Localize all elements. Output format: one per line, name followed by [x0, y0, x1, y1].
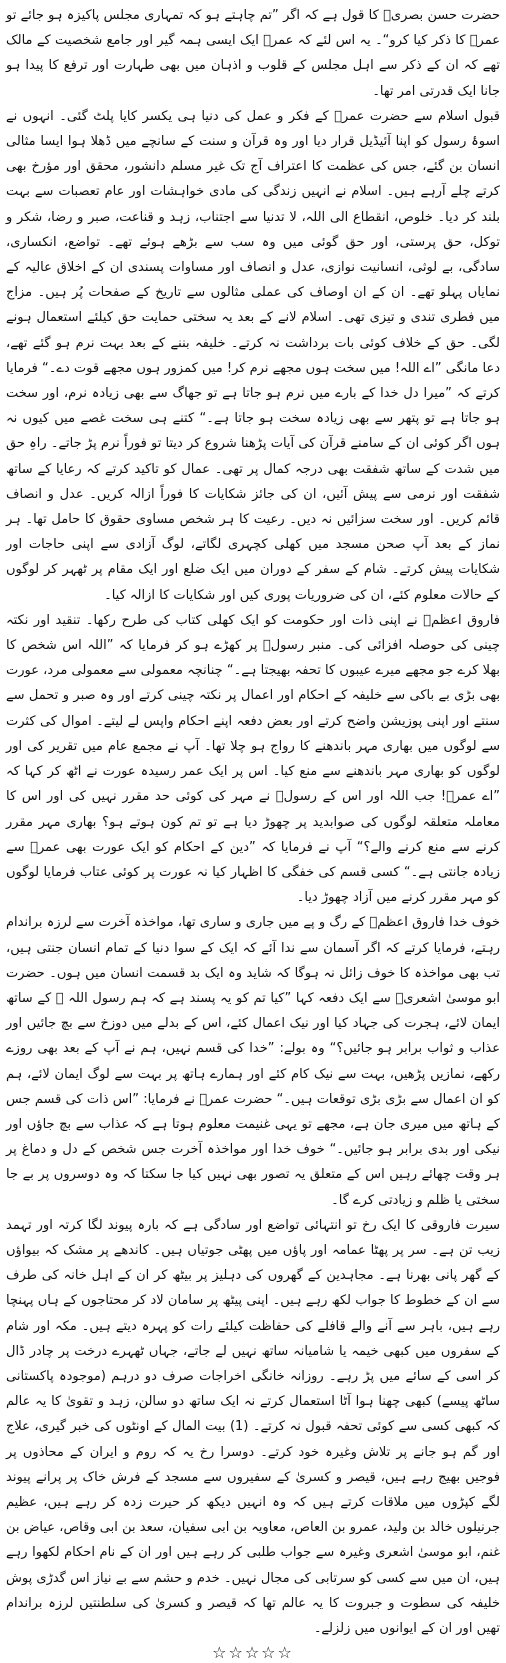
- paragraph-open-accountability: فاروق اعظمؓ نے اپنی ذات اور حکومت کو ایک کھلی کتاب کی طرح رکھا۔ تنقید اور نکتہ چینی کی حوصلہ افزائی کی۔ منبر رسولؐ پر کھڑے ہو کر فرمایا کہ ”اللہ اس شخص کا بھلا کرے جو مجھے میرے عیبوں کا تحفہ بھیجتا ہے۔“ چنانچہ معمولی سے معمولی مرد، عورت بھی بڑی بے باکی سے خلیفہ کے احکام اور اعمال پر نکتہ چینی کرتے اور وہ صبر و تحمل سے سنتے اور اپنی پوزیشن واضح کرتے اور بعض دفعہ اپنے احکام واپس لے لیتے۔ اموال کی کثرت سے لوگوں میں بھاری مہر باندھنے کا رواج ہو چلا تھا۔ آپ نے مجمع عام میں تقریر کی اور لوگوں کو بھاری مہر باندھنے سے منع کیا۔ اس پر ایک عمر رسیدہ عورت نے اٹھ کر کہا کہ ”اے عمرؓ! جب اللہ اور اس کے رسولؐ نے مہر کی کوئی حد مقرر نہیں کی اور اس کا معاملہ متعلقہ لوگوں کی صوابدید پر چھوڑ دیا ہے تو تم کون ہوتے ہو؟ بھاری مہر مقرر کرنے سے منع کرنے والے؟“ آپ نے فرمایا کہ ”دین کے احکام کو ایک عورت بھی عمرؓ سے زیادہ جانتی ہے۔“ کسی قسم کی خفگی کا اظہار کیا نہ عورت پر کوئی عتاب فرمایا لوگوں کو مہر مقرر کرنے میں آزاد چھوڑ دیا۔: [6, 612, 500, 906]
- paragraph-character-after-islam: قبول اسلام سے حضرت عمرؓ کے فکر و عمل کی دنیا ہی یکسر کایا پلٹ گئی۔ انہوں نے اسوۂ رسول کو اپنا آئیڈیل قرار دیا اور وہ قرآن و سنت کے سانچے میں ڈھلا ہوا ایسا مثالی انسان بن گئے، جس کی عظمت کا اعتراف آج تک غیر مسلم دانشور، محقق اور مؤرخ بھی کرتے چلے آرہے ہیں۔ اسلام نے انہیں زندگی کی مادی خواہشات اور عام تعصبات سے بہت بلند کر دیا۔ خلوص، انقطاع الی اللہ، لا تدنیا سے اجتناب، زہد و قناعت، صبر و رضا، شکر و توکل، حق پرستی، اور حق گوئی میں وہ سب سے بڑھے ہوئے تھے۔ تواضع، انکساری، سادگی، بے لوثی، انسانیت نوازی، عدل و انصاف اور مساوات پسندی ان کے اخلاق عالیہ کے نمایاں پہلو تھے۔ ان کے ان اوصاف کی عملی مثالوں سے تاریخ کے صفحات پُر ہیں۔ مزاج میں فطری تندی و تیزی تھی۔ اسلام لانے کے بعد یہ سختی حمایت حق کیلئے استعمال ہونے لگی۔ حق کے خلاف کوئی بات برداشت نہ کرتے۔ خلیفہ بننے کے بعد بہت نرم ہو گئے تھے، دعا مانگی ”اے اللہ! میں سخت ہوں مجھے نرم کر! میں کمزور ہوں مجھے قوت دے۔“ فرمایا کرتے کہ ”میرا دل خدا کے بارے میں نرم ہو جاتا ہے تو جھاگ سے بھی زیادہ نرم، اور سخت ہو جاتا ہے تو پتھر سے بھی زیادہ سخت ہو جاتا ہے۔“ کتنے ہی سخت غصے میں کیوں نہ ہوں اگر کوئی ان کے سامنے قرآن کی آیات پڑھنا شروع کر دیتا تو فوراً نرم پڑ جاتے۔ راہِ حق میں شدت کے ساتھ شفقت بھی درجہ کمال پر تھی۔ عمال کو تاکید کرتے کہ رعایا کے ساتھ شفقت اور نرمی سے پیش آئیں، ان کی جائز شکایات کا فوراً ازالہ کریں۔ عدل و انصاف قائم کریں۔ اور سخت سزائیں نہ دیں۔ رعیت کا ہر شخص مساوی حقوق کا حامل تھا۔ ہر نماز کے بعد آپ صحن مسجد میں کھلی کچہری لگاتے، لوگ آزادی سے اپنی حاجات اور شکایات پیش کرتے۔ شام کے سفر کے دوران میں ایک ضلع اور ایک مقام پر ٹھہر کر لوگوں کے حالات معلوم کئے، ان کی ضروریات پوری کیں اور شکایات کا ازالہ کیا۔: [6, 108, 500, 603]
- star-divider: ☆☆☆☆☆: [212, 1643, 294, 1663]
- paragraph-hasan-basri-quote: حضرت حسن بصریؒ کا قول ہے کہ اگر ”تم چاہتے ہو کہ تمہاری مجلس پاکیزہ ہو جائے تو عمرؓ کا ذکر کیا کرو“۔ یہ اس لئے کہ عمرؓ ایک ایسی ہمہ گیر اور جامع شخصیت کے مالک تھے کہ ان کے ذکر سے اہل مجلس کے قلوب و اذہان میں بھی طہارت اور ترفع کا پیدا ہو جانا ایک قدرتی امر تھا۔: [6, 8, 500, 99]
- paragraph-fear-of-god: خوف خدا فاروق اعظمؓ کے رگ و پے میں جاری و ساری تھا، مواخذہ آخرت سے لرزہ براندام رہتے، فرمایا کرتے کہ اگر آسمان سے ندا آئے کہ ایک کے سوا دنیا کے تمام انسان جنتی ہیں، تب بھی مواخذہ کا خوف زائل نہ ہوگا کہ شاید وہ ایک بد قسمت انسان میں ہوں۔ حضرت ابو موسیٰ اشعریؓ سے ایک دفعہ کہا ”کیا تم کو یہ پسند ہے کہ ہم رسول اللہ ﷺ کے ساتھ ایمان لائے، ہجرت کی جہاد کیا اور نیک اعمال کئے، اس کے بدلے میں دوزخ سے بچ جائیں اور عذاب و ثواب برابر ہو جائیں؟“ وہ بولے: ”خدا کی قسم نہیں، ہم نے آپ کے بعد بھی روزے رکھے، نمازیں پڑھیں، بہت سے نیک کام کئے اور ہمارے ہاتھ پر بہت سے لوگ ایمان لائے، ہم کو ان اعمال سے بڑی بڑی توقعات ہیں۔“ حضرت عمرؓ نے فرمایا: ”اس ذات کی قسم جس کے ہاتھ میں میری جان ہے، مجھے تو یہی غنیمت معلوم ہوتا ہے کہ عذاب سے بچ جاؤں اور نیکی اور بدی برابر ہو جائیں۔“ خوف خدا اور مواخذہ آخرت جس شخص کے دل و دماغ پر ہر وقت چھائے رہیں اس کے متعلق یہ تصور بھی نہیں کیا جا سکتا کہ وہ دوسروں پر بے جا سختی یا ظلم و زیادتی کرے گا۔: [6, 915, 500, 1208]
- paragraph-simplicity-and-authority: سیرت فاروقی کا ایک رخ تو انتہائی تواضع اور سادگی ہے کہ بارہ پیوند لگا کرتہ اور تہمد زیب تن ہے۔ سر پر پھٹا عمامہ اور پاؤں میں پھٹی جوتیاں ہیں۔ کاندھے پر مشک کہ بیواؤں کے گھر پانی بھرنا ہے۔ مجاہدین کے گھروں کی دہلیز پر بیٹھ کر ان کے اہل خانہ کی طرف سے ان کے خطوط کا جواب لکھ رہے ہیں۔ اپنی پیٹھ پر سامان لاد کر محتاجوں کے ہاں پہنچا رہے ہیں، باہر سے آنے والے قافلے کی حفاظت کیلئے رات کو پہرہ دیتے ہیں۔ مکہ اور شام کے سفروں میں کبھی خیمہ یا شامیانہ ساتھ نہیں لے جاتے، جہاں ٹھہرے درخت پر چادر ڈال کر اسی کے سائے میں پڑ رہے۔ روزانہ خانگی اخراجات صرف دو درہم (موجودہ پاکستانی ساٹھ پیسے) کبھی چھنا ہوا آٹا استعمال کرتے نہ ایک ساتھ دو سالن، زہد و تقویٰ کا یہ عالم کہ کبھی کسی سے کوئی تحفہ قبول نہ کرتے۔ (1) بیت المال کے اونٹوں کی خبر گیری، علاج اور گم ہو جانے پر تلاش وغیرہ خود کرتے۔ دوسرا رخ یہ کہ روم و ایران کے محاذوں پر فوجیں بھیج رہے ہیں، قیصر و کسریٰ کے سفیروں سے مسجد کے فرش خاک پر پرانے پیوند لگے کپڑوں میں ملاقات کرتے ہیں کہ وہ انہیں دیکھ کر حیرت زدہ کر رہے ہیں، عظیم جرنیلوں خالد بن ولید، عمرو بن العاص، معاویہ بن ابی سفیان، سعد بن ابی وقاص، عیاض بن غنم، ابو موسیٰ اشعری وغیرہ سے جواب طلبی کر رہے ہیں اور ان کے نام احکام لکھوا رہے ہیں، ان میں سے کسی کو سرتابی کی مجال نہیں۔ خدم و حشم سے بے نیاز اس گدڑی پوش خلیفہ کی سطوت و جبروت کا یہ عالم تھا کہ قیصر و کسریٰ کی سلطنتیں لرزہ براندام تھیں اور ان کے ایوانوں میں زلزلے۔: [6, 1217, 500, 1636]
